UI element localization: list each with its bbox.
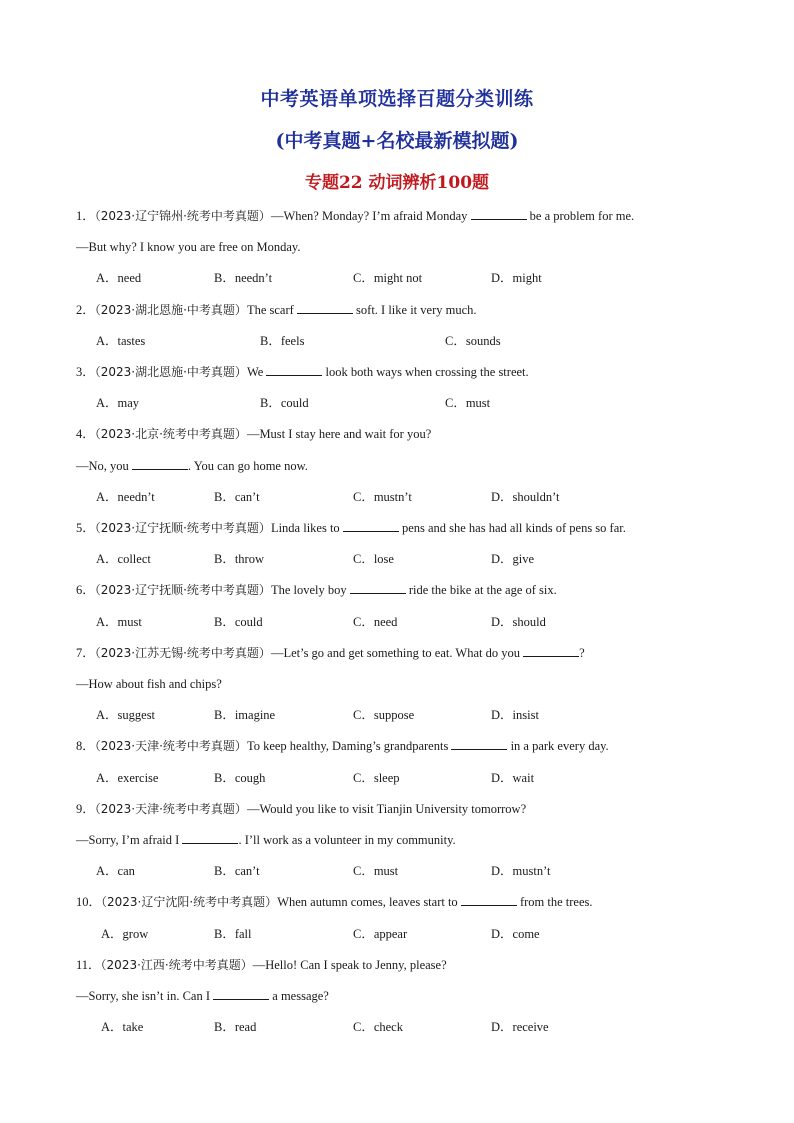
question-8-stem: 8．（2023·天津·统考中考真题）To keep healthy, Daming’s grandparents in a park every day.	[76, 739, 609, 753]
question-9-options	[0, 863, 794, 879]
question-3-stem: 3．（2023·湖北恩施·中考真题）We look both ways when crossing the street.	[76, 365, 529, 379]
question-2-options	[0, 333, 794, 349]
option-a: A．can	[96, 864, 135, 878]
option-a: A．may	[96, 396, 140, 410]
option-d: D．come	[491, 927, 540, 941]
question-7-stem: 7．（2023·江苏无锡·统考中考真题）—Let’s go and get something to eat. What do you ?	[76, 646, 585, 660]
question-9-dialogue: —Sorry, I’m afraid I . I’ll work as a volunteer in my community.	[76, 833, 456, 847]
answer-blank	[451, 738, 507, 750]
question-8-options	[0, 770, 794, 786]
option-a: A．needn’t	[96, 490, 155, 504]
option-a: A．collect	[96, 552, 151, 566]
option-a: A．suggest	[96, 708, 156, 722]
option-d: D．insist	[491, 708, 539, 722]
option-a: A．take	[101, 1020, 144, 1034]
question-1-dialogue: —But why? I know you are free on Monday.	[76, 240, 301, 254]
answer-blank	[266, 364, 322, 376]
option-b: B．feels	[260, 334, 305, 348]
question-7-options	[0, 707, 794, 723]
topic-heading: 专题22 动词辨析100题	[304, 173, 490, 193]
option-b: B．could	[260, 396, 309, 410]
option-d: D．might	[491, 271, 542, 285]
answer-blank	[182, 832, 238, 844]
question-5-options	[0, 551, 794, 567]
question-1-options	[0, 270, 794, 286]
question-11-dialogue: —Sorry, she isn’t in. Can I a message?	[76, 989, 329, 1003]
answer-blank	[350, 582, 406, 594]
answer-blank	[297, 302, 353, 314]
document-title: 中考英语单项选择百题分类训练	[260, 88, 534, 110]
question-number: 1．	[76, 209, 95, 223]
option-c: C．sounds	[445, 334, 501, 348]
question-4-stem: 4．（2023·北京·统考中考真题）—Must I stay here and wait for you?	[76, 427, 432, 441]
option-b: B．can’t	[214, 864, 260, 878]
option-a: A．grow	[101, 927, 149, 941]
option-c: C．sleep	[353, 771, 400, 785]
option-c: C．need	[353, 615, 398, 629]
question-11-stem: 11．（2023·江西·统考中考真题）—Hello! Can I speak to Jenny, please?	[76, 958, 447, 972]
answer-blank	[343, 520, 399, 532]
option-c: C．must	[445, 396, 491, 410]
option-c: C．suppose	[353, 708, 415, 722]
option-a: A．tastes	[96, 334, 146, 348]
answer-blank	[213, 988, 269, 1000]
option-c: C．might not	[353, 271, 423, 285]
answer-blank	[461, 894, 517, 906]
question-3-options	[0, 395, 794, 411]
option-b: B．imagine	[214, 708, 276, 722]
option-c: C．must	[353, 864, 399, 878]
option-c: C．appear	[353, 927, 408, 941]
option-b: B．read	[214, 1020, 257, 1034]
question-10-stem: 10．（2023·辽宁沈阳·统考中考真题）When autumn comes, leaves start to from the trees.	[76, 895, 593, 909]
question-source: （2023·辽宁锦州·统考中考真题）	[94, 209, 271, 223]
option-d: D．give	[491, 552, 535, 566]
question-6-stem: 6．（2023·辽宁抚顺·统考中考真题）The lovely boy ride the bike at the age of six.	[76, 583, 557, 597]
option-c: C．check	[353, 1020, 403, 1034]
question-4-options	[0, 489, 794, 505]
question-11-options	[0, 1019, 794, 1035]
question-4-dialogue: —No, you . You can go home now.	[76, 459, 308, 473]
question-10-options	[0, 926, 794, 942]
option-c: C．mustn’t	[353, 490, 412, 504]
option-a: A．need	[96, 271, 142, 285]
option-b: B．could	[214, 615, 263, 629]
option-d: D．shouldn’t	[491, 490, 560, 504]
option-d: D．mustn’t	[491, 864, 551, 878]
document-subtitle: (中考真题+名校最新模拟题)	[275, 130, 519, 152]
question-1-stem: 1．（2023·辽宁锦州·统考中考真题）—When? Monday? I’m afraid Monday be a problem for me.	[76, 209, 635, 223]
question-9-stem: 9．（2023·天津·统考中考真题）—Would you like to visit Tianjin University tomorrow?	[76, 802, 527, 816]
option-b: B．throw	[214, 552, 265, 566]
option-d: D．should	[491, 615, 546, 629]
option-b: B．cough	[214, 771, 266, 785]
question-7-dialogue: —How about fish and chips?	[76, 677, 222, 691]
question-6-options	[0, 614, 794, 630]
option-d: D．wait	[491, 771, 535, 785]
answer-blank	[471, 208, 527, 220]
option-b: B．can’t	[214, 490, 260, 504]
option-b: B．fall	[214, 927, 252, 941]
option-d: D．receive	[491, 1020, 549, 1034]
option-a: A．must	[96, 615, 142, 629]
answer-blank	[523, 645, 579, 657]
option-b: B．needn’t	[214, 271, 273, 285]
option-c: C．lose	[353, 552, 394, 566]
option-a: A．exercise	[96, 771, 159, 785]
answer-blank	[132, 458, 188, 470]
question-5-stem: 5．（2023·辽宁抚顺·统考中考真题）Linda likes to pens and she has had all kinds of pens so far.	[76, 521, 626, 535]
question-2-stem: 2．（2023·湖北恩施·中考真题）The scarf soft. I like it very much.	[76, 303, 477, 317]
